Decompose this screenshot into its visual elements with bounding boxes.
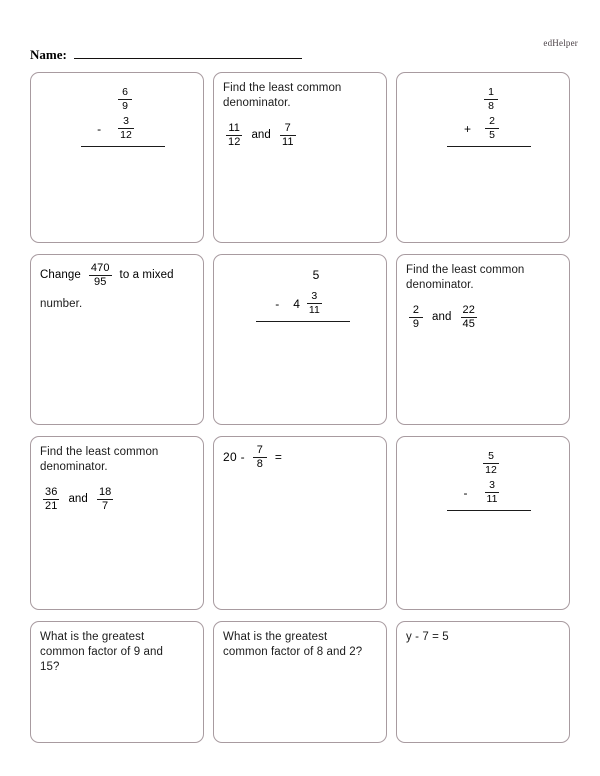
conversion-prompt-line-2: number.: [40, 298, 83, 310]
worksheet-header: [0, 0, 600, 72]
numerator: 5: [488, 450, 494, 462]
fraction-pair: [406, 305, 560, 330]
name-field-row: [30, 48, 302, 61]
denominator: 12: [485, 464, 497, 476]
vertical-mixed-subtraction-stack: [214, 269, 386, 322]
numerator: 3: [311, 290, 318, 302]
fraction-minuend: [480, 451, 502, 476]
conjunction: and: [68, 493, 88, 505]
problem-row: [30, 621, 570, 743]
numerator: 36: [45, 486, 58, 498]
prompt-line-1: Find the least common: [40, 446, 159, 458]
inline-expression: [223, 445, 377, 470]
numerator: 2: [412, 304, 420, 316]
denominator: 12: [120, 129, 132, 141]
problem-box-4[interactable]: [30, 254, 204, 425]
numerator: 7: [256, 444, 263, 456]
problem-box-8[interactable]: [213, 436, 387, 610]
operator-symbol: +: [464, 121, 472, 136]
prompt-line-2: denominator.: [223, 97, 291, 109]
equals-sign: =: [274, 450, 283, 464]
fraction-b: [458, 305, 480, 330]
prompt-line-2: denominator.: [406, 279, 474, 291]
answer-rule: [447, 510, 531, 511]
answer-rule: [256, 321, 350, 322]
denominator: 11: [281, 136, 294, 148]
prompt-line-1: Find the least common: [406, 264, 525, 276]
operator-symbol: -: [97, 121, 102, 136]
fraction-b: [277, 123, 299, 148]
vertical-subtraction-stack: [31, 87, 203, 147]
prompt-text-before: Change: [40, 269, 81, 281]
fraction-a: [223, 123, 245, 148]
numerator: 6: [122, 86, 128, 98]
fraction-subtrahend: [115, 116, 137, 141]
fraction-subtrahend: [482, 480, 503, 505]
numerator: 1: [488, 86, 494, 98]
numerator: 11: [228, 122, 241, 134]
prompt-line-2: common factor of 8 and 2?: [223, 646, 363, 658]
problem-box-1[interactable]: [30, 72, 204, 243]
name-label: Name:: [30, 47, 67, 62]
operator-symbol: -: [275, 296, 280, 311]
edhelper-logo: edHelper: [543, 38, 578, 48]
prompt-line-1: Find the least common: [223, 82, 342, 94]
numerator: 18: [98, 486, 112, 498]
addend-line-1: [465, 87, 501, 112]
denominator: 45: [462, 318, 475, 330]
denominator: 11: [308, 304, 320, 316]
problem-row: [30, 254, 570, 425]
addend-line-2: [464, 116, 502, 141]
denominator: 12: [228, 136, 241, 148]
operator-symbol: -: [463, 485, 468, 500]
problem-box-10[interactable]: [30, 621, 204, 743]
denominator: 7: [102, 500, 109, 512]
prompt-line-3: 15?: [40, 661, 60, 673]
vertical-addition-stack: [397, 87, 569, 147]
denominator: 5: [489, 129, 495, 141]
equation-text: y - 7 = 5: [406, 631, 449, 643]
fraction-a: [406, 305, 426, 330]
denominator: 21: [45, 500, 58, 512]
fraction-b: [94, 487, 116, 512]
fraction-a: [40, 487, 62, 512]
vertical-subtraction-stack: [397, 451, 569, 511]
conjunction: and: [432, 311, 452, 323]
fraction-pair: [40, 487, 194, 512]
fraction-pair: [223, 123, 377, 148]
conversion-prompt-line-1: [40, 263, 194, 288]
problem-box-2[interactable]: [213, 72, 387, 243]
denominator: 8: [256, 458, 263, 470]
fraction-minuend: [115, 87, 135, 112]
subtrahend-line: [464, 480, 503, 505]
problem-row: [30, 436, 570, 610]
name-write-in-line[interactable]: [74, 58, 302, 59]
numerator: 22: [462, 304, 475, 316]
numerator: 7: [284, 122, 291, 134]
fraction-addend-2: [482, 116, 502, 141]
numerator: 470: [90, 262, 110, 274]
prompt-text-after: to a mixed: [119, 269, 174, 281]
denominator: 8: [488, 100, 494, 112]
subtrahend-line: [97, 116, 137, 141]
fraction-improper: [86, 263, 115, 288]
subtrahend-line: [275, 291, 325, 316]
minuend-line: [99, 87, 135, 112]
problem-box-9[interactable]: [396, 436, 570, 610]
denominator: 9: [412, 318, 420, 330]
prompt-line-1: What is the greatest: [223, 631, 328, 643]
fraction-addend-1: [481, 87, 501, 112]
prompt-line-2: denominator.: [40, 461, 108, 473]
denominator: 95: [94, 276, 107, 288]
problem-box-7[interactable]: [30, 436, 204, 610]
numerator: 2: [489, 115, 495, 127]
fraction-subtrahend: [304, 291, 325, 316]
conjunction: and: [251, 129, 271, 141]
problem-box-5[interactable]: [213, 254, 387, 425]
problem-box-3[interactable]: [396, 72, 570, 243]
problem-row: [30, 72, 570, 243]
minuend-line: [464, 451, 502, 476]
prompt-line-2: common factor of 9 and: [40, 646, 164, 658]
expression-lead: 20 -: [223, 450, 245, 464]
problem-box-12[interactable]: [396, 621, 570, 743]
problem-box-6[interactable]: [396, 254, 570, 425]
whole-number-minuend: 5: [312, 268, 320, 282]
prompt-line-1: What is the greatest: [40, 631, 145, 643]
fraction-operand: [250, 445, 270, 470]
answer-rule: [81, 146, 165, 147]
denominator: 9: [122, 100, 128, 112]
denominator: 11: [486, 493, 498, 505]
whole-number-subtrahend: 4: [293, 296, 300, 311]
numerator: 3: [123, 115, 129, 127]
problem-box-11[interactable]: [213, 621, 387, 743]
problem-grid: [30, 72, 570, 754]
numerator: 3: [489, 479, 495, 491]
minuend-line: [281, 269, 320, 282]
answer-rule: [447, 146, 531, 147]
